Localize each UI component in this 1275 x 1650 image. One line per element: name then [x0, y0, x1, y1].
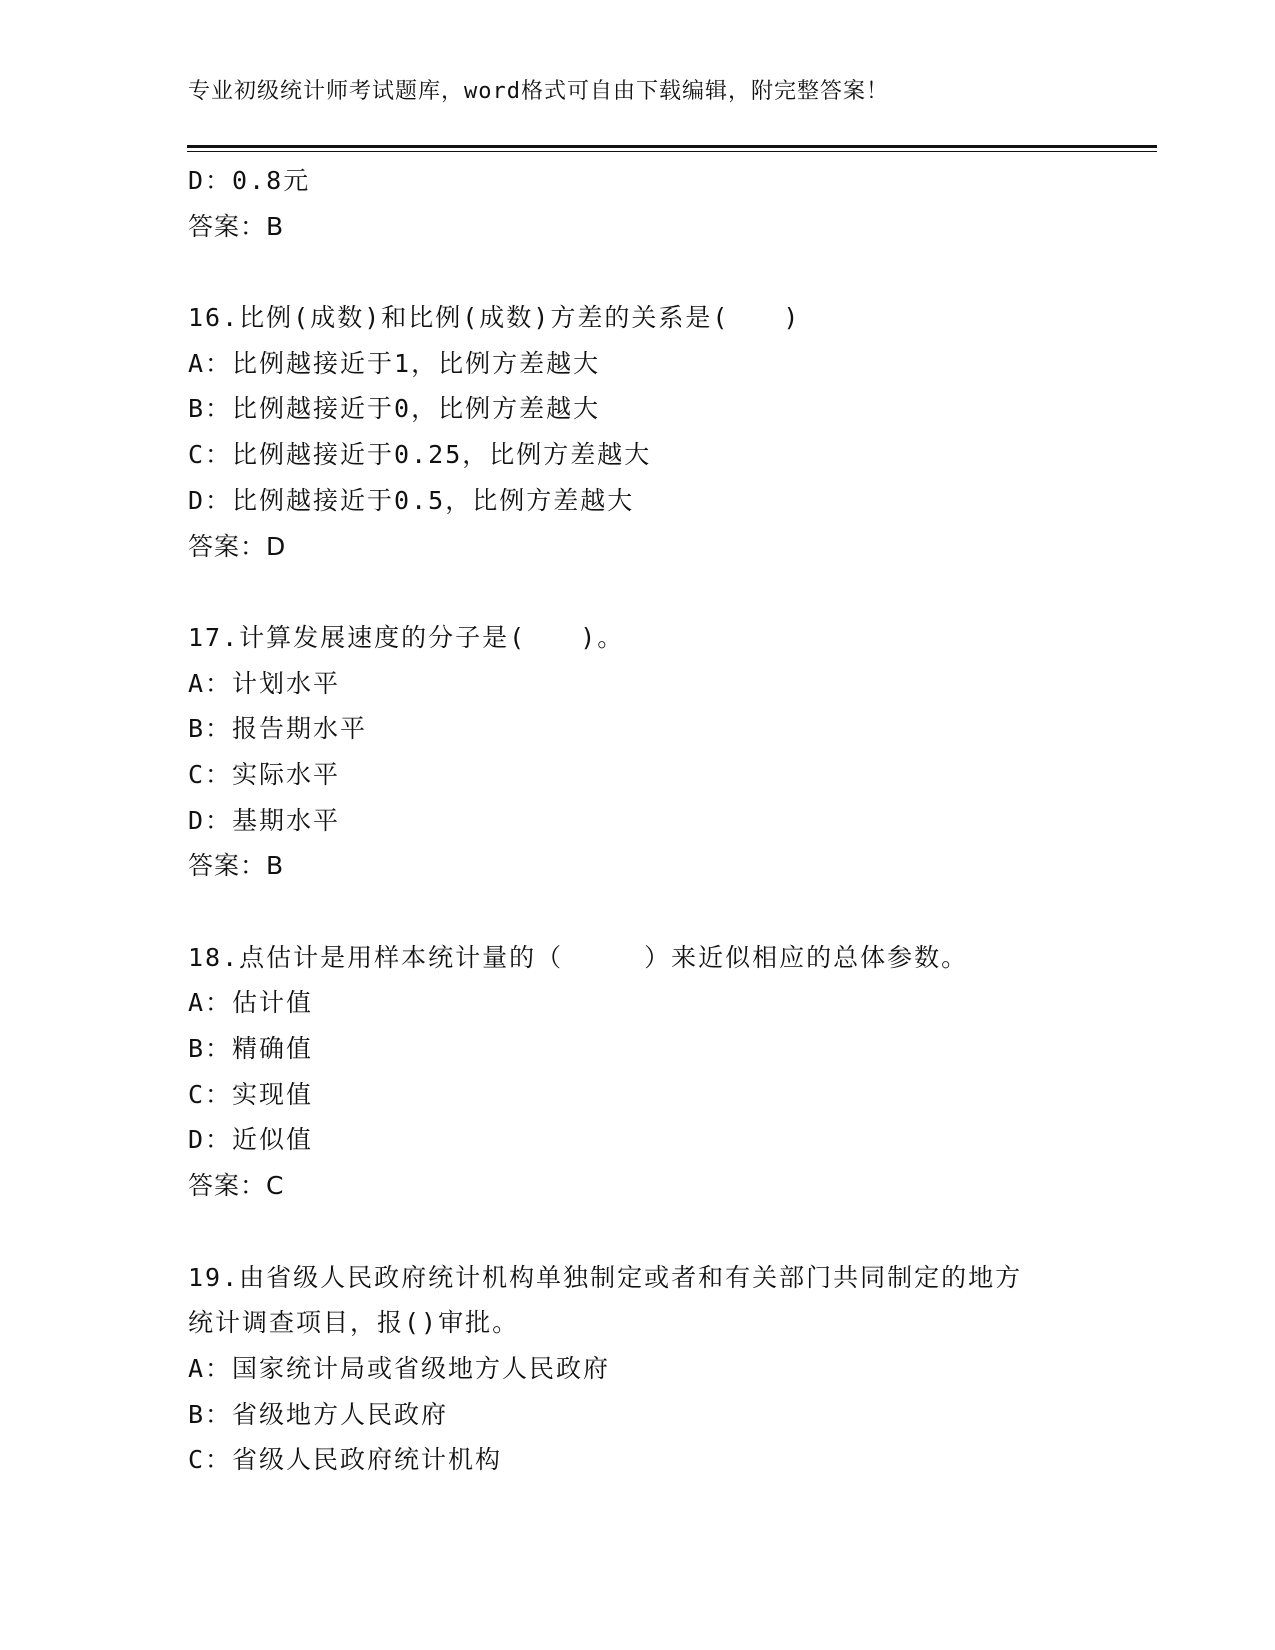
question-17: 17.计算发展速度的分子是( )。	[188, 622, 625, 652]
option-b: B：报告期水平	[188, 714, 368, 744]
question-19-line-1: 19.由省级人民政府统计机构单独制定或者和有关部门共同制定的地方	[188, 1262, 1023, 1292]
option-c: C：比例越接近于0.25，比例方差越大	[188, 440, 652, 470]
option-a: A：估计值	[188, 988, 314, 1018]
option-b: B：省级地方人民政府	[188, 1399, 449, 1429]
question-list	[188, 158, 1148, 1483]
spacer	[188, 889, 1148, 935]
answer-line: 答案：B	[188, 211, 285, 241]
option-b: B：比例越接近于0，比例方差越大	[188, 394, 601, 424]
answer-line: 答案：D	[188, 531, 287, 561]
page-header: 专业初级统计师考试题库，word格式可自由下载编辑，附完整答案！	[188, 79, 889, 104]
option-d: D：比例越接近于0.5，比例方差越大	[188, 485, 635, 515]
option-d: D：0.8元	[188, 166, 311, 195]
spacer	[188, 249, 1148, 295]
spacer	[188, 569, 1148, 615]
option-a: A：国家统计局或省级地方人民政府	[188, 1353, 611, 1383]
option-c: C：实现值	[188, 1079, 314, 1109]
answer-line: 答案：C	[188, 1171, 285, 1201]
question-16: 16.比例(成数)和比例(成数)方差的关系是( )	[188, 303, 801, 333]
option-c: C：实际水平	[188, 759, 341, 789]
option-d: D：基期水平	[188, 805, 341, 835]
header-rule-thin	[187, 151, 1157, 152]
question-18: 18.点估计是用样本统计量的（ ）来近似相应的总体参数。	[188, 942, 969, 972]
option-b: B：精确值	[188, 1034, 314, 1064]
question-19-line-2: 统计调查项目，报()审批。	[188, 1308, 520, 1338]
option-d: D：近似值	[188, 1125, 314, 1155]
option-c: C：省级人民政府统计机构	[188, 1445, 503, 1475]
header-rule-thick	[187, 145, 1157, 148]
answer-line: 答案：B	[188, 851, 285, 881]
spacer	[188, 1209, 1148, 1255]
option-a: A：计划水平	[188, 668, 341, 698]
option-a: A：比例越接近于1，比例方差越大	[188, 348, 601, 378]
